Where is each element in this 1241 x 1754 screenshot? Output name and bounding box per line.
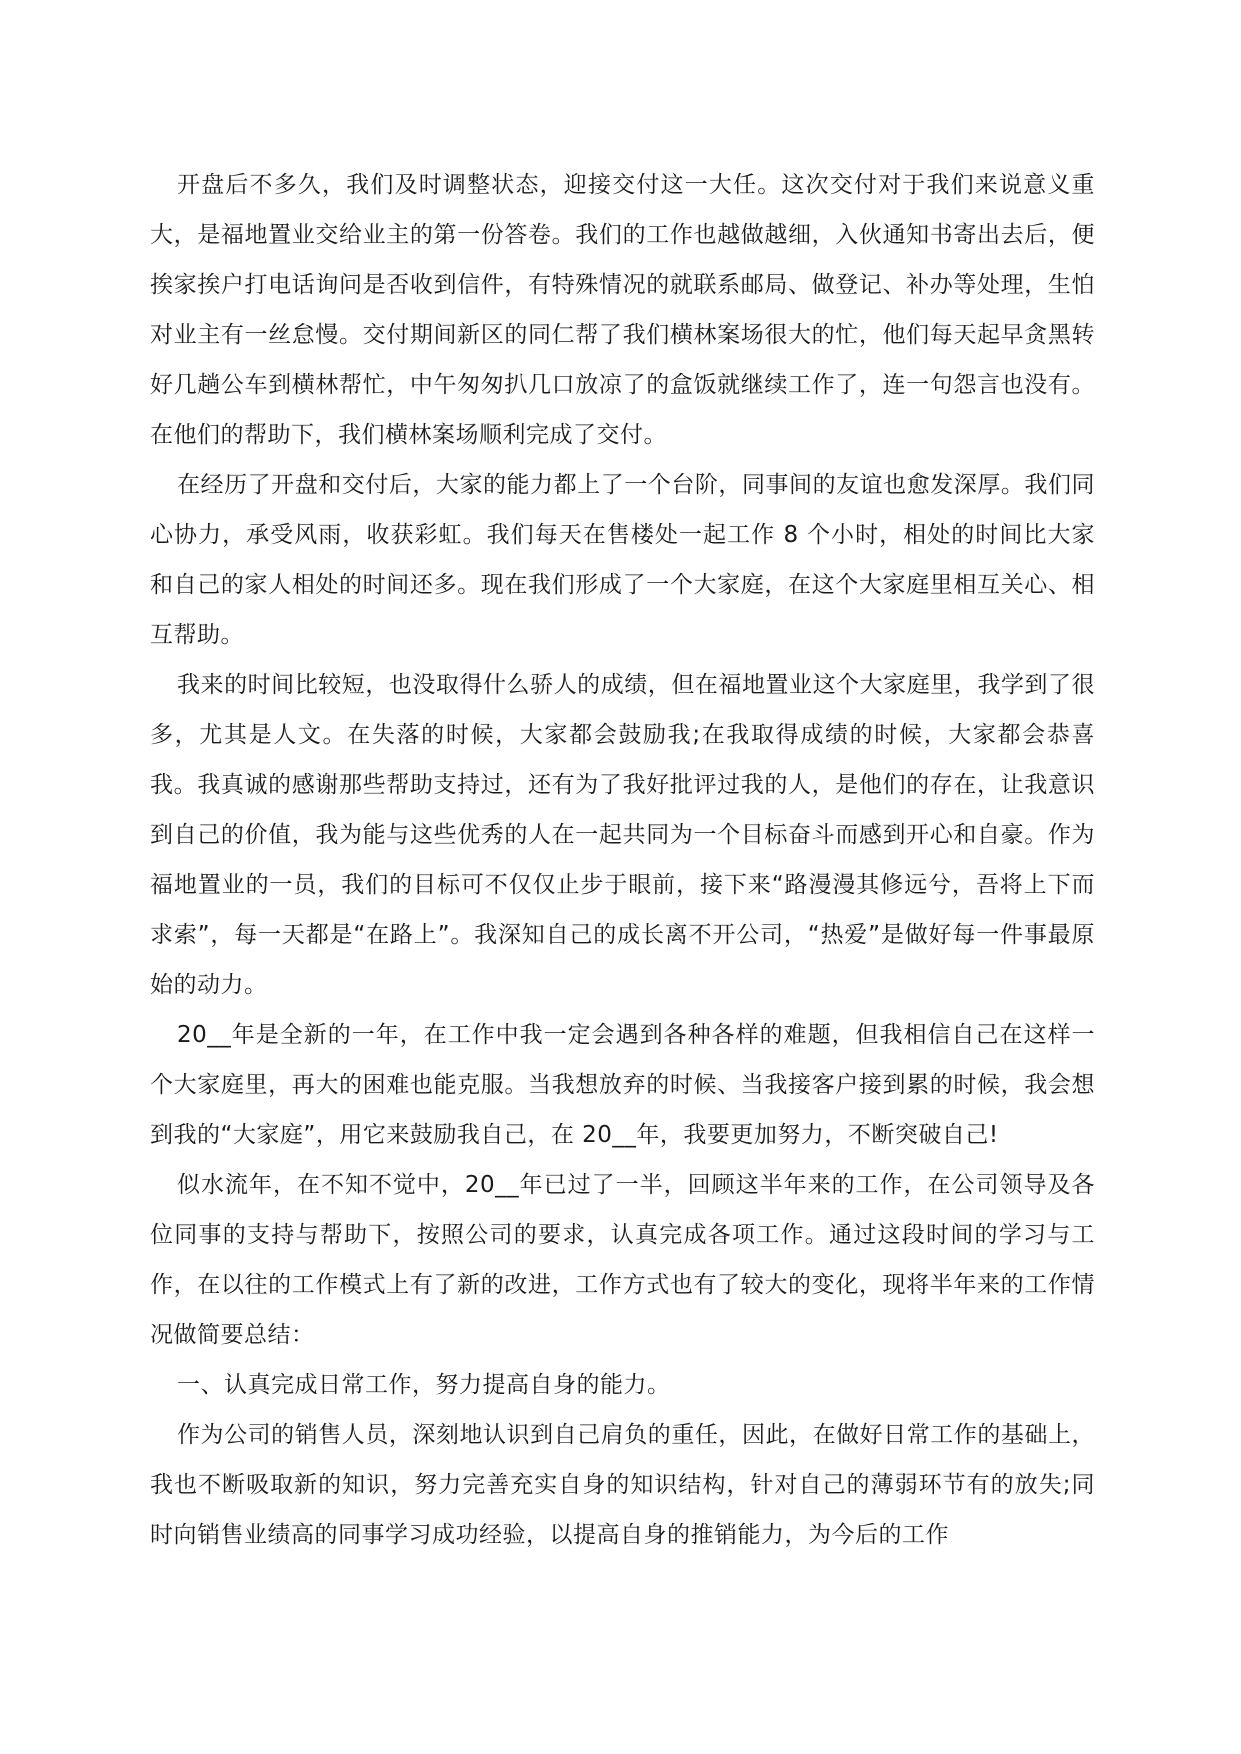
paragraph: 在经历了开盘和交付后，大家的能力都上了一个台阶，同事间的友谊也愈发深厚。我们同心协力，承受风雨，收获彩虹。我们每天在售楼处一起工作 8 个小时，相处的时间比大家和自己的家人相处的时间还多。现在我们形成了一个大家庭，在这个大家庭里相互关心、相互帮助。 bbox=[150, 472, 1095, 648]
paragraph: 开盘后不多久，我们及时调整状态，迎接交付这一大任。这次交付对于我们来说意义重大，是福地置业交给业主的第一份答卷。我们的工作也越做越细，入伙通知书寄出去后，便挨家挨户打电话询问是否收到信件，有特殊情况的就联系邮局、做登记、补办等处理，生怕对业主有一丝怠慢。交付期间新区的同仁帮了我们横林案场很大的忙，他们每天起早贪黑转好几趟公车到横林帮忙，中午匆匆扒几口放凉了的盒饭就继续工作了，连一句怨言也没有。在他们的帮助下，我们横林案场顺利完成了交付。 bbox=[150, 172, 1095, 448]
section-heading: 一、认真完成日常工作，努力提高自身的能力。 bbox=[177, 1372, 671, 1398]
paragraph: 作为公司的销售人员，深刻地认识到自己肩负的重任，因此，在做好日常工作的基础上，我也不断吸取新的知识，努力完善充实自身的知识结构，针对自己的薄弱环节有的放失;同时向销售业绩高的同事学习成功经验，以提高自身的推销能力，为今后的工作 bbox=[150, 1422, 1095, 1548]
paragraph: 我来的时间比较短，也没取得什么骄人的成绩，但在福地置业这个大家庭里，我学到了很多，尤其是人文。在失落的时候，大家都会鼓励我;在我取得成绩的时候，大家都会恭喜我。我真诚的感谢那些帮助支持过，还有为了我好批评过我的人，是他们的存在，让我意识到自己的价值，我为能与这些优秀的人在一起共同为一个目标奋斗而感到开心和自豪。作为福地置业的一员，我们的目标可不仅仅止步于眼前，接下来“路漫漫其修远兮，吾将上下而求索”，每一天都是“在路上”。我深知自己的成长离不开公司，“热爱”是做好每一件事最原始的动力。 bbox=[150, 672, 1095, 998]
paragraph: 20__年是全新的一年，在工作中我一定会遇到各种各样的难题，但我相信自己在这样一个大家庭里，再大的困难也能克服。当我想放弃的时候、当我接客户接到累的时候，我会想到我的“大家庭”，用它来鼓励我自己，在 20__年，我要更加努力，不断突破自己! bbox=[150, 1022, 1095, 1148]
document-body bbox=[150, 160, 1095, 1560]
paragraph: 似水流年，在不知不觉中，20__年已过了一半，回顾这半年来的工作，在公司领导及各位同事的支持与帮助下，按照公司的要求，认真完成各项工作。通过这段时间的学习与工作，在以往的工作模式上有了新的改进，工作方式也有了较大的变化，现将半年来的工作情况做简要总结： bbox=[150, 1172, 1095, 1348]
